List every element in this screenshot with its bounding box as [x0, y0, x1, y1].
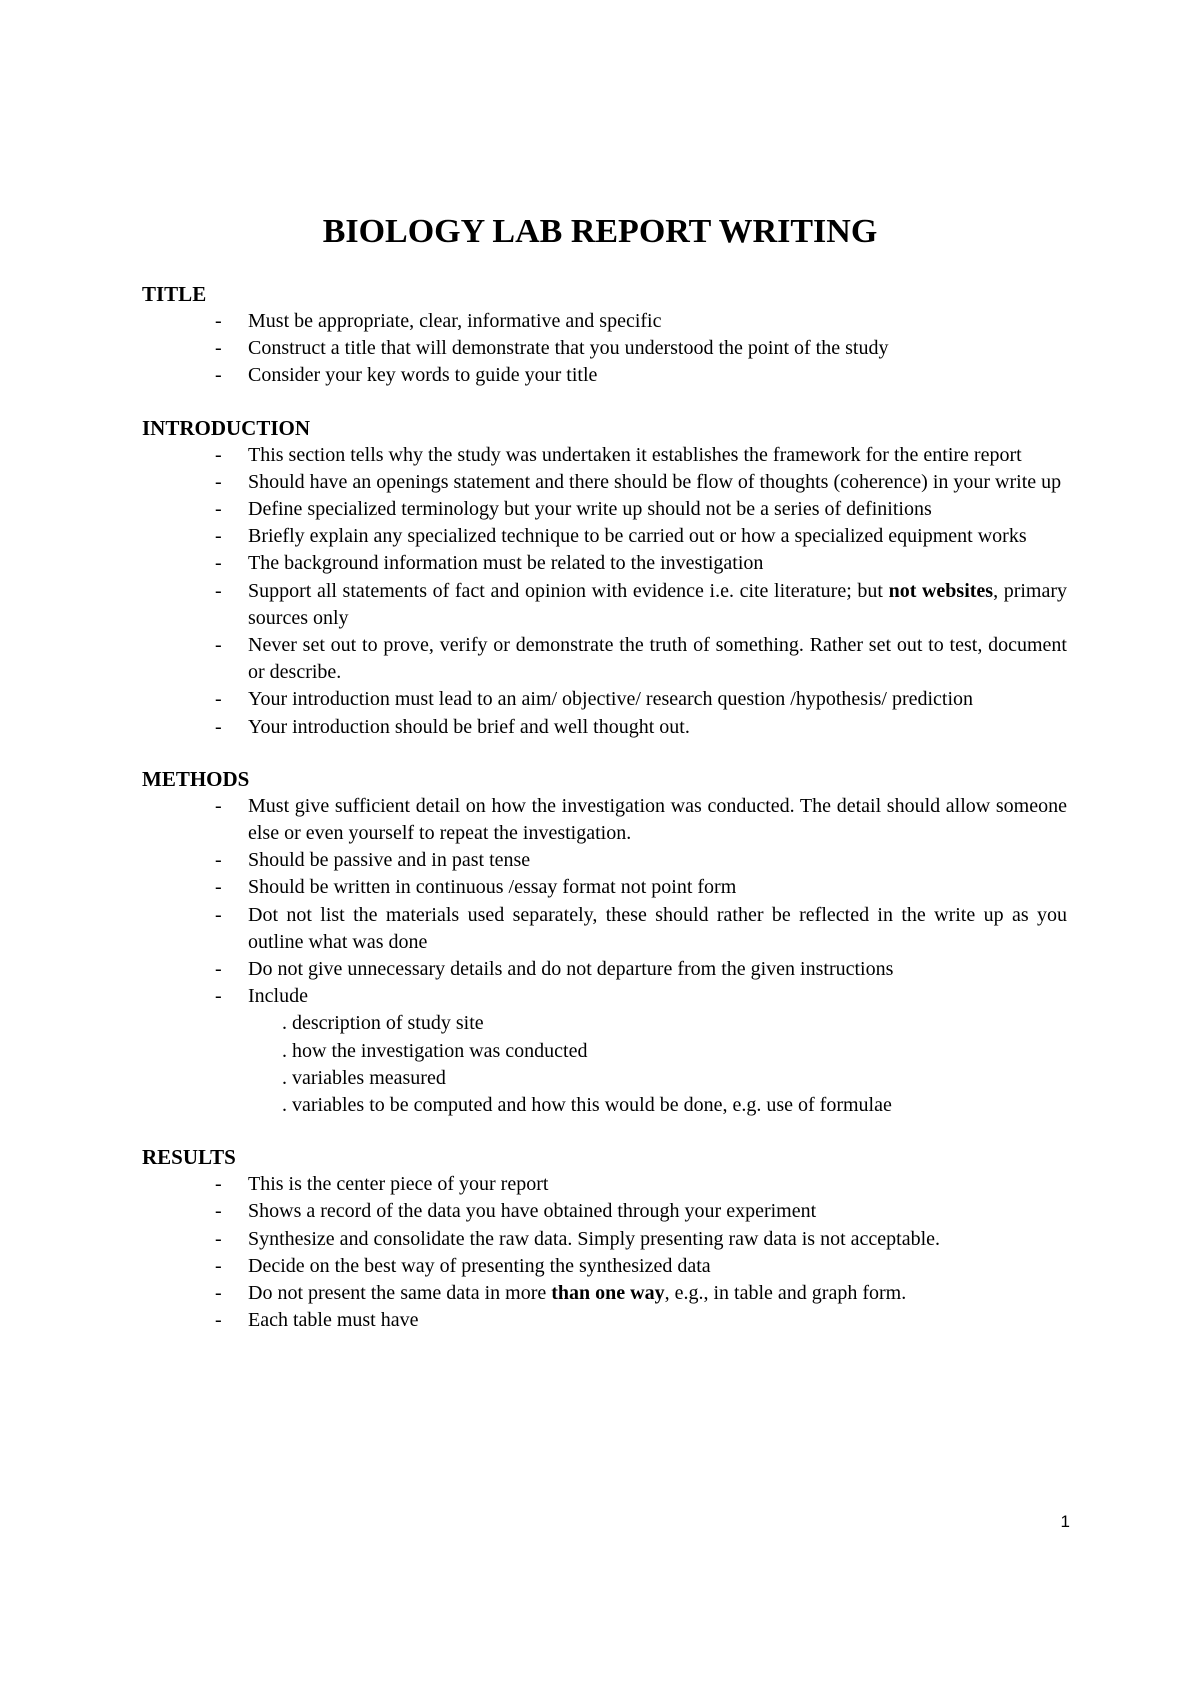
item-text: Support all statements of fact and opinion with evidence i.e. cite literature; but — [248, 579, 889, 602]
list-item: - Construct a title that will demonstrate that you understood the point of the study — [142, 335, 1067, 362]
section-heading-methods: METHODS — [142, 766, 250, 791]
document-title: BIOLOGY LAB REPORT WRITING — [322, 213, 878, 250]
item-text: , e.g., in table and graph form. — [664, 1282, 907, 1305]
title-bullet-list — [142, 308, 1067, 390]
list-item — [142, 1280, 1067, 1307]
page-number: 1 — [1060, 1512, 1070, 1531]
sub-list-item: . variables measured — [282, 1066, 446, 1089]
list-item: - Your introduction should be brief and well thought out. — [142, 714, 1067, 741]
introduction-bullet-list — [142, 442, 1067, 741]
list-item: - Should be written in continuous /essay format not point form — [142, 874, 1067, 901]
list-item: - Dot not list the materials used separately, these should rather be reflected in the write up as you outline what was done — [142, 902, 1067, 956]
list-item: - Decide on the best way of presenting the synthesized data — [142, 1253, 1067, 1280]
list-item: - This section tells why the study was undertaken it establishes the framework for the entire report — [142, 442, 1067, 469]
section-heading-results: RESULTS — [142, 1145, 236, 1170]
list-item: - Shows a record of the data you have obtained through your experiment — [142, 1198, 1067, 1225]
list-item: - Should be passive and in past tense — [142, 847, 1067, 874]
list-item: - This is the center piece of your report — [142, 1171, 1067, 1198]
section-methods — [142, 765, 1067, 1119]
list-item: - Your introduction must lead to an aim/ objective/ research question /hypothesis/ prediction — [142, 686, 1067, 713]
section-heading-title: TITLE — [142, 282, 207, 306]
list-item: - Do not give unnecessary details and do not departure from the given instructions — [142, 956, 1067, 983]
section-title — [142, 280, 1067, 390]
section-heading-introduction: INTRODUCTION — [142, 415, 311, 440]
list-item: - Synthesize and consolidate the raw data. Simply presenting raw data is not acceptable. — [142, 1226, 1067, 1253]
section-results — [142, 1143, 1067, 1334]
list-item: - Include — [142, 983, 1067, 1010]
item-text: , primary sources only — [248, 579, 1068, 629]
list-item: - Should have an openings statement and there should be flow of thoughts (coherence) in your write up — [142, 469, 1067, 496]
results-bullet-list — [142, 1171, 1067, 1334]
list-item: - Never set out to prove, verify or demonstrate the truth of something. Rather set out to test, document or describe. — [142, 632, 1067, 686]
sub-list-item: . variables to be computed and how this would be done, e.g. use of formulae — [282, 1094, 892, 1117]
list-item: - Each table must have — [142, 1307, 1067, 1334]
list-item: - Must give sufficient detail on how the investigation was conducted. The detail should allow someone else or even yourself to repeat the investigation. — [142, 793, 1067, 847]
sub-list-item: . description of study site — [282, 1012, 484, 1035]
item-text: Do not present the same data in more — [248, 1282, 552, 1305]
list-item — [142, 578, 1067, 632]
list-item: - The background information must be related to the investigation — [142, 550, 1067, 577]
list-item: - Must be appropriate, clear, informative and specific — [142, 308, 1067, 335]
document-body — [142, 280, 1067, 1359]
section-introduction — [142, 414, 1067, 741]
emphasis-text: than one way — [551, 1282, 665, 1305]
sub-list-item: . how the investigation was conducted — [282, 1039, 588, 1062]
emphasis-text: not websites — [888, 579, 994, 602]
methods-include-list — [142, 1010, 1067, 1119]
list-item: - Briefly explain any specialized technique to be carried out or how a specialized equipment works — [142, 523, 1067, 550]
list-item: - Define specialized terminology but your write up should not be a series of definitions — [142, 496, 1067, 523]
list-item: - Consider your key words to guide your title — [142, 362, 1067, 389]
methods-bullet-list — [142, 793, 1067, 1011]
